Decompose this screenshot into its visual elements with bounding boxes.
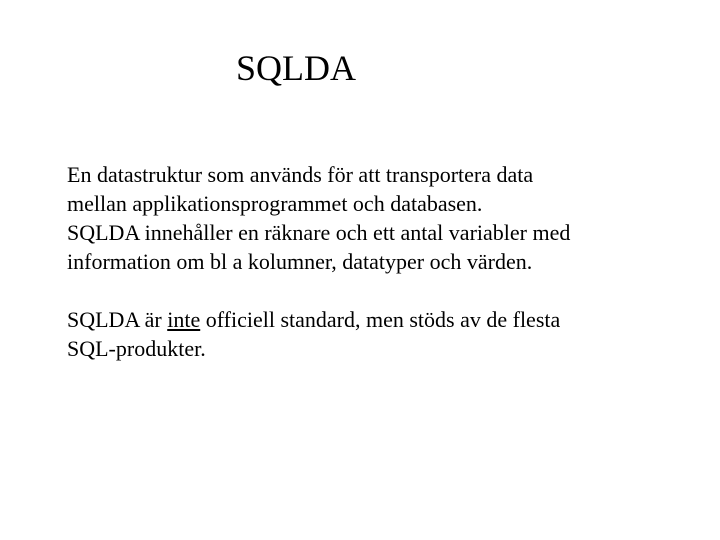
body-line-6: SQL-produkter.	[67, 336, 206, 361]
body-line-5-start: SQLDA är	[67, 307, 168, 332]
body-line-1: En datastruktur som används för att transportera data	[67, 162, 534, 187]
slide-body	[67, 160, 687, 363]
body-line-4: information om bl a kolumner, datatyper och värden.	[67, 249, 533, 274]
slide-title: SQLDA	[236, 48, 357, 88]
body-line-5-end: officiell standard, men stöds av de flesta	[200, 307, 561, 332]
body-line-3: SQLDA innehåller en räknare och ett antal variabler med	[67, 220, 571, 245]
paragraph-gap	[67, 276, 687, 305]
body-line-5	[67, 305, 687, 334]
emphasis-underlined-word: inte	[167, 307, 201, 332]
body-line-2: mellan applikationsprogrammet och databasen.	[67, 191, 483, 216]
